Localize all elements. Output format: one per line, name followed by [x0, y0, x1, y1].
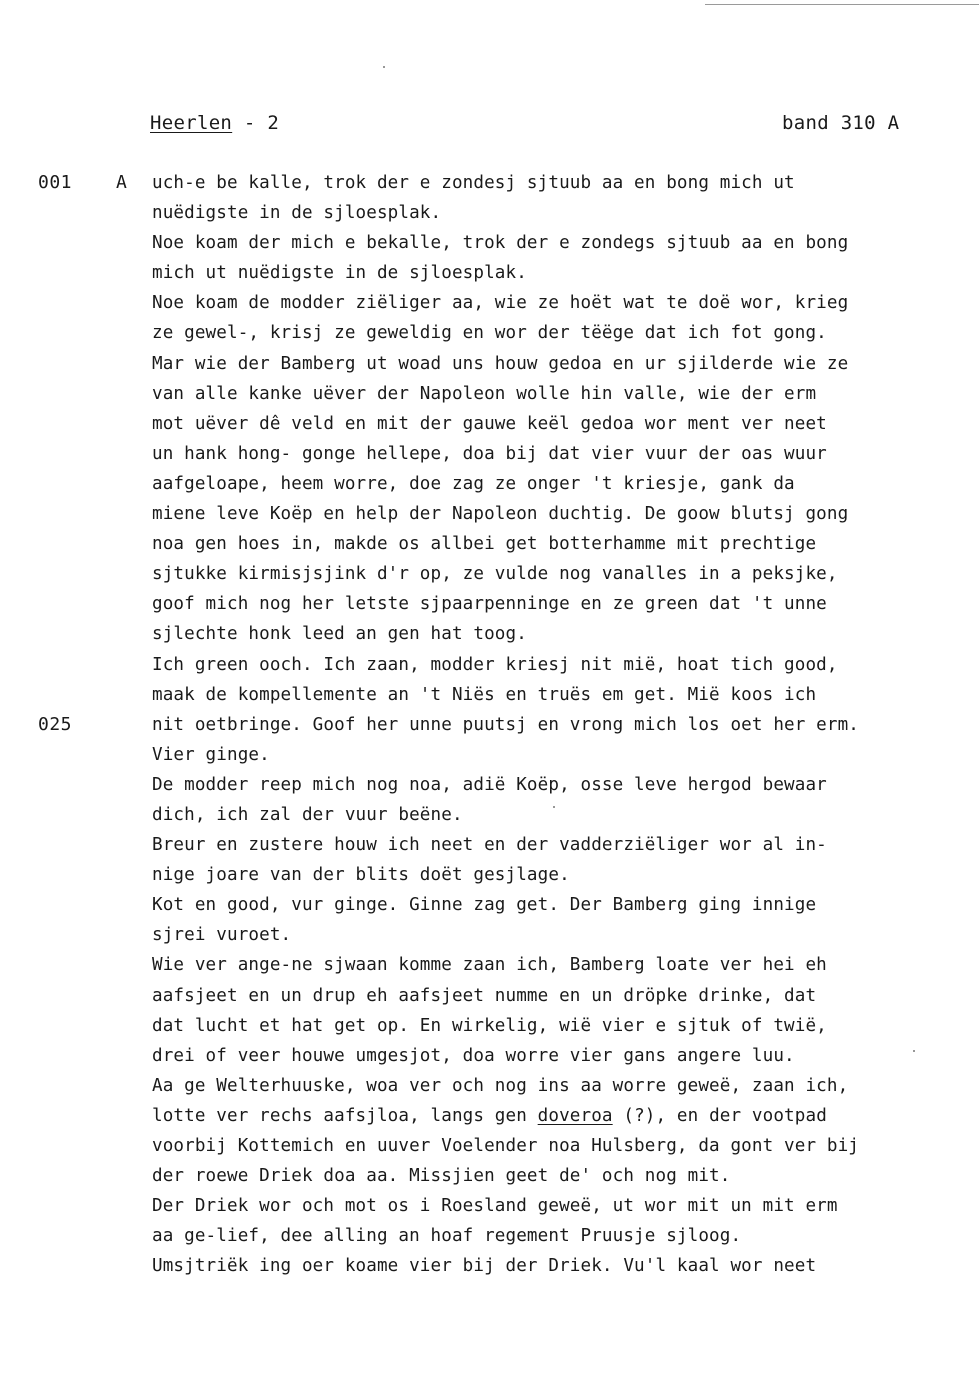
line-number-025: 025 [38, 714, 73, 735]
transcript-line: mich ut nuëdigste in de sjloesplak. [152, 263, 527, 284]
transcript-line: nige joare van der blits doët gesjlage. [152, 865, 570, 886]
transcript-line: van alle kanke uëver der Napoleon wolle hin valle, wie der erm [152, 383, 817, 404]
transcript-line: un hank hong- gonge hellepe, doa bij dat vier vuur der oas wuur [152, 443, 827, 464]
transcript-line: Noe koam der mich e bekalle, trok der e zondegs sjtuub aa en bong [152, 233, 849, 254]
transcript-line: sjrei vuroet. [152, 925, 292, 946]
page-header-title [150, 110, 279, 136]
header-location: Heerlen [150, 112, 233, 134]
transcript-line: sjtukke kirmisjsjink d'r op, ze vulde nog vanalles in a peksjke, [152, 564, 838, 585]
top-edge-rule [705, 4, 979, 5]
transcript-line: uch-e be kalle, trok der e zondesj sjtuub aa en bong mich ut [152, 173, 795, 193]
transcript-line: nuëdigste in de sjloesplak. [152, 203, 442, 224]
transcript-line: dich, ich zal der vuur beëne. [152, 804, 463, 825]
speaker-label: A [116, 172, 127, 193]
transcript-line: drei of veer houwe umgesjot, doa worre vier gans angere luu. [152, 1045, 795, 1066]
transcript-line: Aa ge Welterhuuske, woa ver och nog ins aa worre geweë, zaan ich, [152, 1075, 849, 1096]
transcript-line: Ich green ooch. Ich zaan, modder kriesj nit mië, hoat tich good, [152, 654, 838, 675]
transcript-line: Der Driek wor och mot os i Roesland geweë, ut wor mit un mit erm [152, 1196, 838, 1217]
header-page-number: - 2 [232, 112, 280, 134]
transcript-line: dat lucht et hat get op. En wirkelig, wië vier e sjtuk of twië, [152, 1015, 827, 1036]
transcript-line: De modder reep mich nog noa, adië Koëp, osse leve hergod bewaar [152, 774, 827, 795]
transcript-line: Breur en zustere houw ich neet en der vadderziëliger wor al in- [152, 835, 827, 856]
transcript-line: Noe koam de modder ziëliger aa, wie ze hoët wat te doë wor, krieg [152, 293, 849, 314]
header-band-number: band 310 A [782, 112, 900, 134]
line-number-001: 001 [38, 172, 73, 193]
transcript-line: aa ge-lief, dee alling an hoaf regement Pruusje sjloog. [152, 1226, 742, 1247]
line-suffix: (?), en der vootpad [612, 1105, 827, 1126]
transcript-line: Wie ver ange-ne sjwaan komme zaan ich, Bamberg loate ver hei eh [152, 955, 827, 976]
transcript-line: miene leve Koëp en help der Napoleon duchtig. De goow blutsj gong [152, 504, 849, 525]
transcript-line: mot uëver dê veld en mit der gauwe keël gedoa wor ment ver neet [152, 413, 827, 434]
transcript-line: Kot en good, vur ginge. Ginne zag get. Der Bamberg ging innige [152, 895, 817, 916]
transcript-line: Vier ginge. [152, 744, 270, 765]
transcript-line: goof mich nog her letste sjpaarpenninge en ze green dat 't unne [152, 594, 827, 615]
transcript-line: nit oetbringe. Goof her unne puutsj en vrong mich los oet her erm. [152, 714, 860, 735]
transcript-line: aafsjeet en un drup eh aafsjeet numme en un dröpke drinke, dat [152, 985, 817, 1006]
scan-speck [383, 66, 385, 68]
transcript-line: Mar wie der Bamberg ut woad uns houw gedoa en ur sjilderde wie ze [152, 353, 849, 374]
transcript-line: der roewe Driek doa aa. Missjien geet de' och nog mit. [152, 1166, 731, 1187]
transcript-line: sjlechte honk leed an gen hat toog. [152, 624, 527, 645]
transcript-line: ze gewel-, krisj ze geweldig en wor der tëëge dat ich fot gong. [152, 323, 827, 344]
transcript-line: noa gen hoes in, makde os allbei get botterhamme mit prechtige [152, 534, 817, 555]
transcript-line: Umsjtriëk ing oer koame vier bij der Driek. Vu'l kaal wor neet [152, 1256, 817, 1277]
transcript-line: aafgeloape, heem worre, doe zag ze onger 't kriesje, gank da [152, 473, 795, 494]
transcript-line: voorbij Kottemich en uuver Voelender noa Hulsberg, da gont ver bij [152, 1136, 860, 1156]
underlined-word: doveroa [537, 1105, 613, 1126]
line-prefix: lotte ver rechs aafsjloa, langs gen [152, 1105, 538, 1126]
transcript-body [152, 168, 972, 1281]
transcript-line: maak de kompellemente an 't Niës en truës em get. Mië koos ich [152, 684, 817, 705]
transcript-line-underlined [152, 1101, 972, 1131]
